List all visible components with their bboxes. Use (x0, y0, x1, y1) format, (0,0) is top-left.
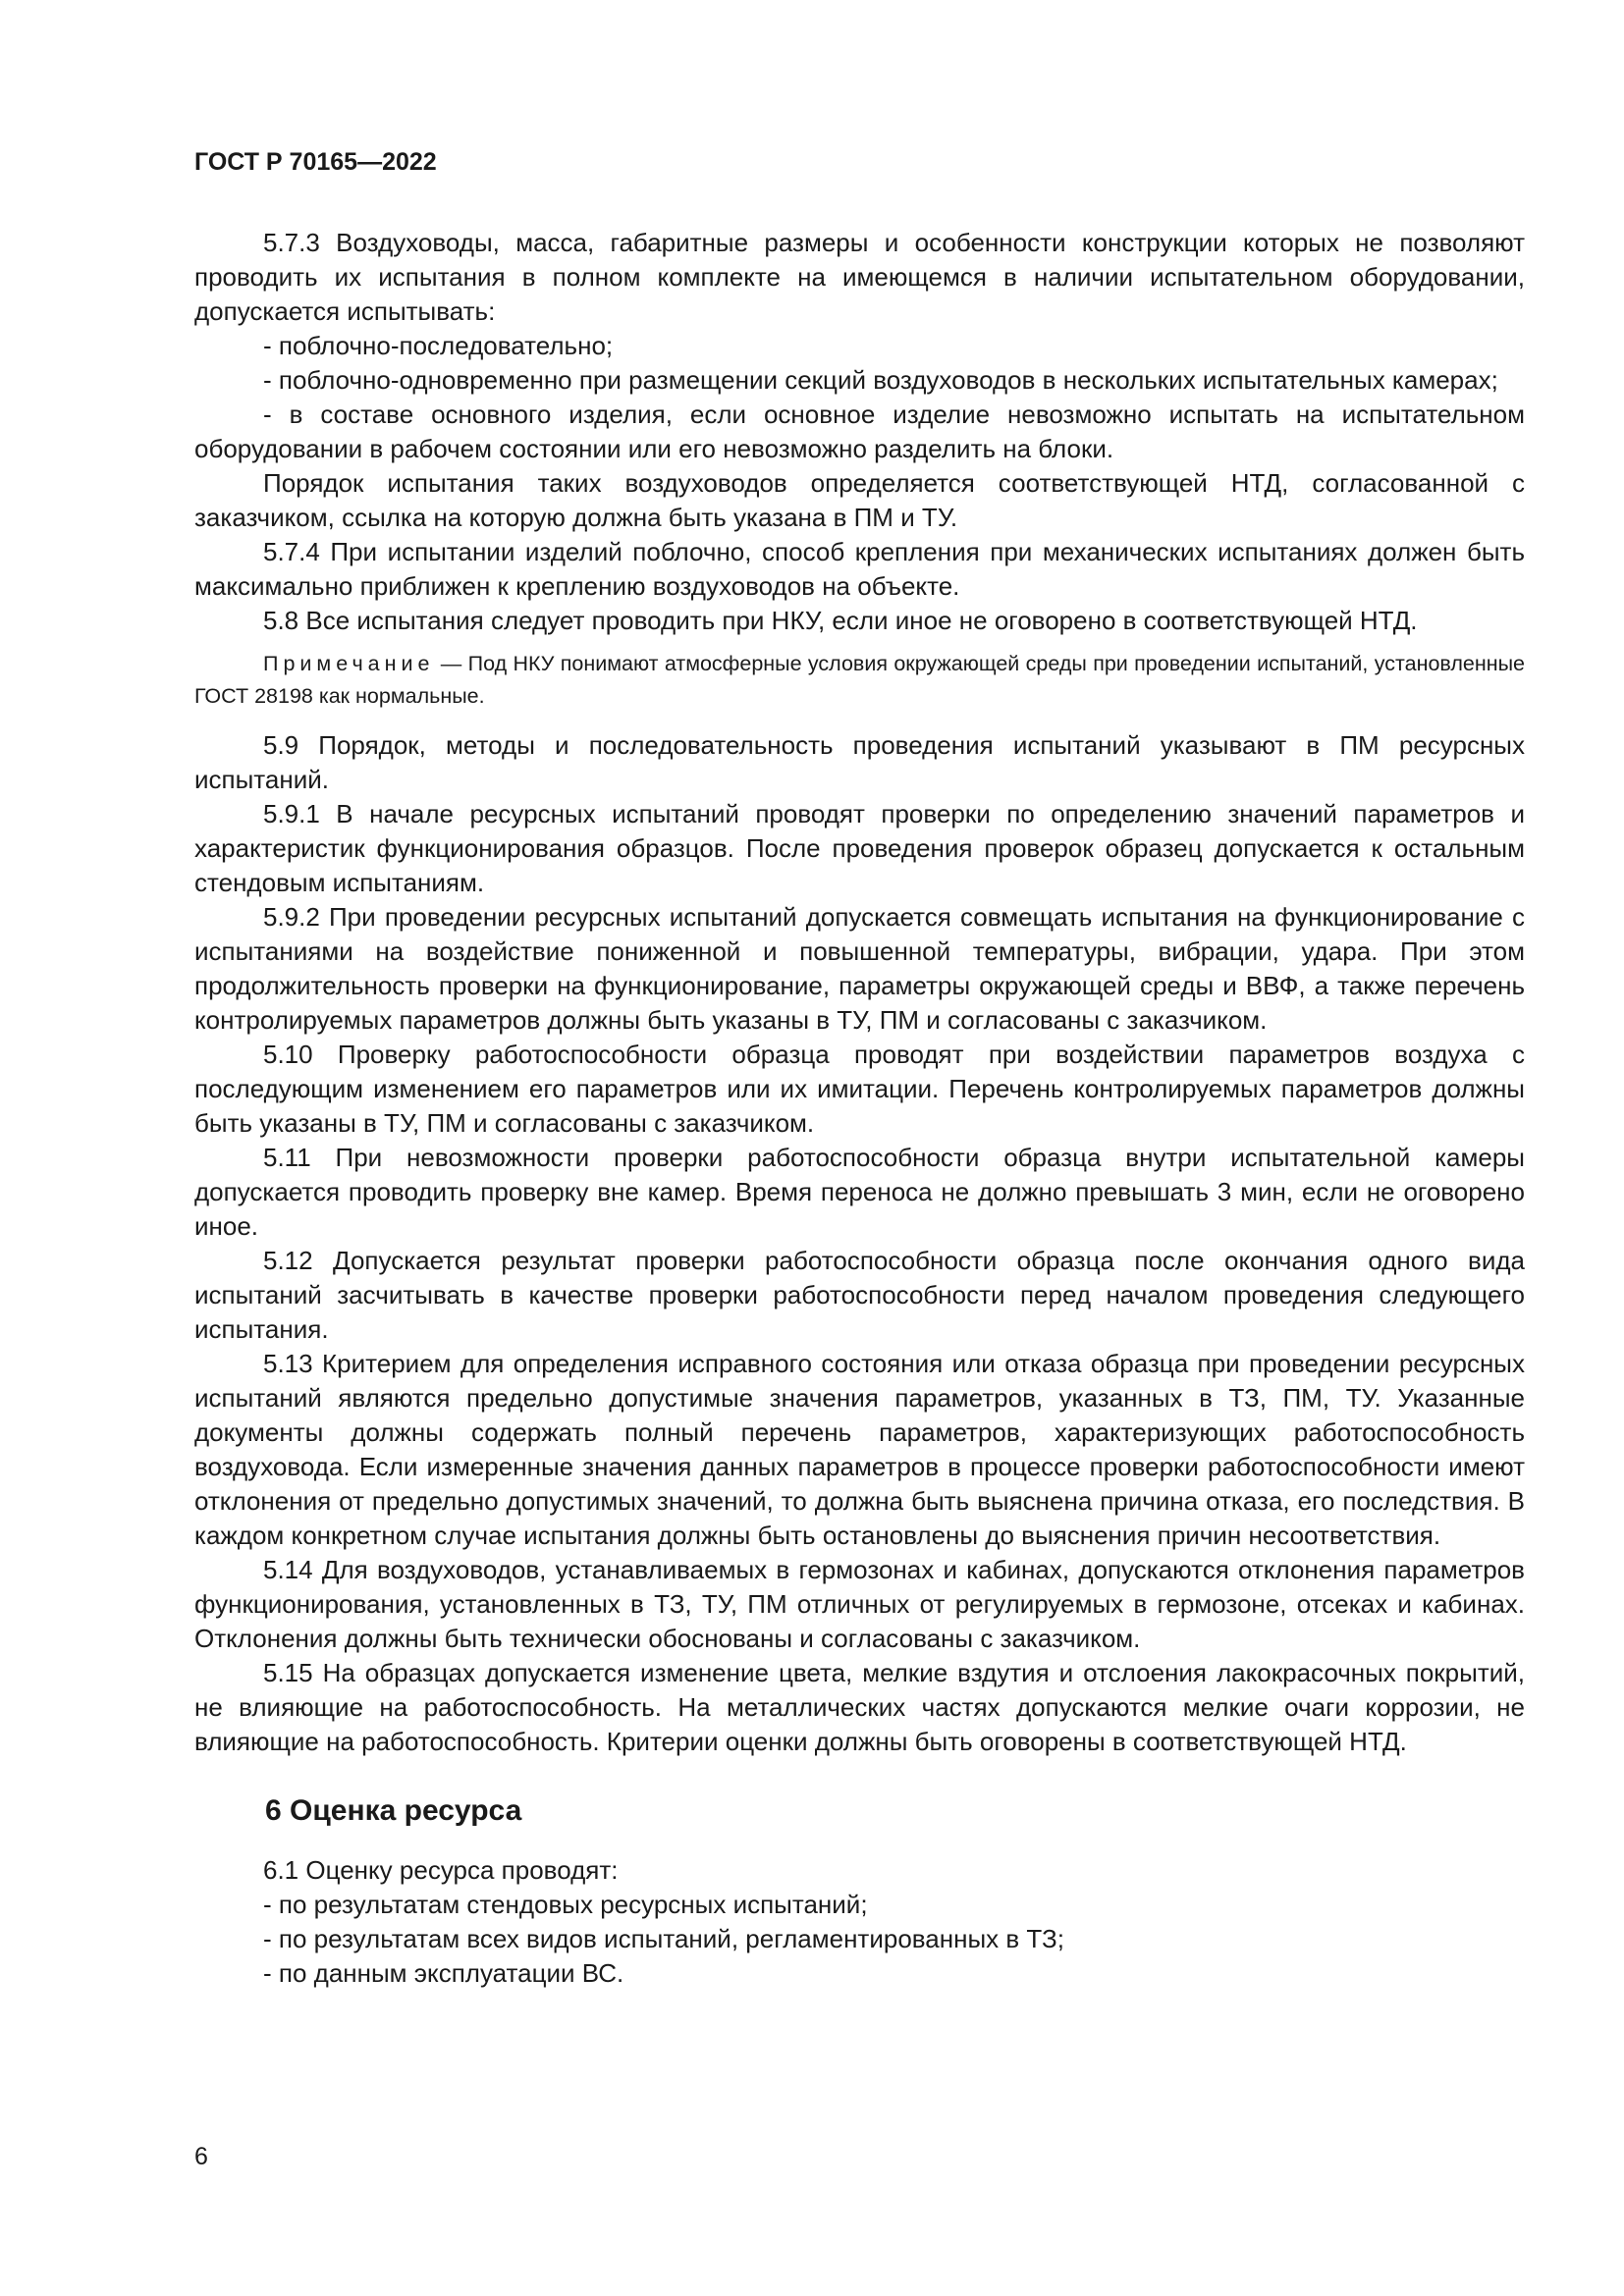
list-item-main-product: - в составе основного изделия, если основное изделие невозможно испытать на испытательном оборудовании в рабочем состоянии или его невозможно разделить на блоки. (194, 400, 1525, 463)
note-label: Примечание (263, 652, 435, 675)
document-page (194, 147, 1525, 1991)
section-6-heading: 6 Оценка ресурса (265, 1794, 522, 1827)
paragraph-5-12: 5.12 Допускается результат проверки работоспособности образца после окончания одного вида испытаний засчитывать в качестве проверки работоспособности перед началом проведения следующего испытания. (194, 1246, 1525, 1344)
section-6-content (194, 1853, 1525, 1991)
paragraph-5-9: 5.9 Порядок, методы и последовательность проведения испытаний указывают в ПМ ресурсных испытаний. (194, 730, 1525, 794)
document-code-header: ГОСТ Р 70165—2022 (194, 148, 437, 176)
paragraph-5-13: 5.13 Критерием для определения исправного состояния или отказа образца при проведении ресурсных испытаний являются предельно допустимые значения параметров, указанных в ТЗ, ПМ, ТУ. Указанные документы должны содержать полный перечень параметров, характеризующих работоспособность воздуховода. Если измеренные значения данных параметров в процессе проверки работоспособности имеют отклонения от предельно допустимых значений, то должна быть выяснена причина отказа, его последствия. В каждом конкретном случае испытания должны быть остановлены до выяснения причин несоответствия. (194, 1349, 1525, 1550)
page-number: 6 (194, 2143, 208, 2170)
paragraph-5-10: 5.10 Проверку работоспособности образца проводят при воздействии параметров воздуха с последующим изменением его параметров или их имитации. Перечень контролируемых параметров должны быть указаны в ТУ, ПМ и согласованы с заказчиком. (194, 1040, 1525, 1138)
list-item-simultaneous: - поблочно-одновременно при размещении секций воздуховодов в нескольких испытательных камерах; (263, 365, 1498, 395)
paragraph-test-procedure: Порядок испытания таких воздуховодов определяется соответствующей НТД, согласованной с заказчиком, ссылка на которую должна быть указана в ПМ и ТУ. (194, 468, 1525, 532)
paragraph-5-9-2: 5.9.2 При проведении ресурсных испытаний допускается совмещать испытания на функционирование с испытаниями на воздействие пониженной и повышенной температуры, вибрации, удара. При этом продолжительность проверки на функционирование, параметры окружающей среды и ВВФ, а также перечень контролируемых параметров должны быть указаны в ТУ, ПМ и согласованы с заказчиком. (194, 902, 1525, 1035)
list-item-sequential: - поблочно-последовательно; (263, 331, 614, 360)
paragraph-5-11: 5.11 При невозможности проверки работоспособности образца внутри испытательной камеры допускается проводить проверку вне камер. Время переноса не должно превышать 3 мин, если не оговорено иное. (194, 1143, 1525, 1241)
paragraph-5-7-3: 5.7.3 Воздуховоды, масса, габаритные размеры и особенности конструкции которых не позволяют проводить их испытания в полном комплекте на имеющемся в наличии испытательном оборудовании, допускается испытывать: (194, 228, 1525, 326)
paragraph-5-7-4: 5.7.4 При испытании изделий поблочно, способ крепления при механических испытаниях должен быть максимально приближен к креплению воздуховодов на объекте. (194, 537, 1525, 601)
list-item-all-tests: - по результатам всех видов испытаний, регламентированных в ТЗ; (263, 1924, 1064, 1953)
paragraph-5-8: 5.8 Все испытания следует проводить при НКУ, если иное не оговорено в соответствующей НТД. (263, 606, 1418, 635)
list-item-operation-data: - по данным эксплуатации ВС. (263, 1958, 624, 1988)
paragraph-5-9-1: 5.9.1 В начале ресурсных испытаний проводят проверки по определению значений параметров и характеристик функционирования образцов. После проведения проверок образец допускается к остальным стендовым испытаниям. (194, 799, 1525, 897)
list-item-bench-tests: - по результатам стендовых ресурсных испытаний; (263, 1890, 868, 1919)
paragraph-5-15: 5.15 На образцах допускается изменение цвета, мелкие вздутия и отслоения лакокрасочных покрытий, не влияющие на работоспособность. На металлических частях допускаются мелкие очаги коррозии, не влияющие на работоспособность. Критерии оценки должны быть оговорены в соответствующей НТД. (194, 1658, 1525, 1756)
note-text: — Под НКУ понимают атмосферные условия окружающей среды при проведении испытаний, установленные ГОСТ 28198 как нормальные. (194, 652, 1525, 708)
note-block (194, 648, 1525, 713)
paragraph-6-1: 6.1 Оценку ресурса проводят: (263, 1855, 619, 1885)
paragraph-5-14: 5.14 Для воздуховодов, устанавливаемых в гермозонах и кабинах, допускаются отклонения параметров функционирования, установленных в ТЗ, ТУ, ПМ отличных от регулируемых в гермозоне, отсеках и кабинах. Отклонения должны быть технически обоснованы и согласованы с заказчиком. (194, 1555, 1525, 1653)
section-5-continued (194, 226, 1525, 1759)
